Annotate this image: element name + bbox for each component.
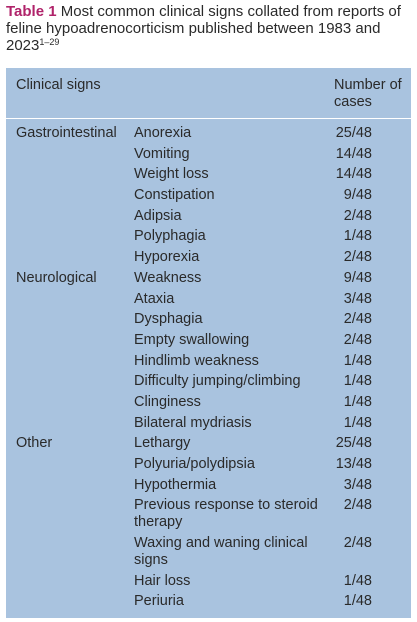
header-number-of-cases: Number of cases bbox=[334, 77, 402, 110]
row-clinical-sign: Constipation bbox=[134, 187, 215, 204]
table-row bbox=[6, 268, 411, 289]
row-clinical-sign: Ataxia bbox=[134, 290, 175, 307]
table-row bbox=[6, 185, 411, 206]
table-row bbox=[6, 247, 411, 268]
row-case-count: 2/48 bbox=[343, 249, 372, 266]
row-clinical-sign: Previous response to steroid therapy bbox=[134, 497, 318, 531]
table-row bbox=[6, 289, 411, 310]
table-row bbox=[6, 413, 411, 434]
table-row bbox=[6, 454, 411, 475]
table-label: Table 1 bbox=[6, 3, 57, 20]
row-clinical-sign: Vomiting bbox=[134, 145, 190, 162]
table-row bbox=[6, 475, 411, 496]
row-clinical-sign: Hyporexia bbox=[134, 249, 200, 266]
table-row bbox=[6, 371, 411, 392]
row-case-count: 2/48 bbox=[343, 311, 372, 328]
row-case-count: 25/48 bbox=[335, 435, 372, 452]
table-row bbox=[6, 144, 411, 165]
row-case-count: 1/48 bbox=[343, 414, 372, 431]
table-row bbox=[6, 591, 411, 612]
row-clinical-sign: Hair loss bbox=[134, 572, 191, 589]
row-case-count: 14/48 bbox=[335, 166, 372, 183]
row-category: Neurological bbox=[16, 269, 97, 286]
caption-references: 1–29 bbox=[39, 37, 60, 47]
table-header bbox=[6, 68, 411, 119]
row-case-count: 3/48 bbox=[343, 290, 372, 307]
row-category: Other bbox=[16, 435, 53, 452]
table-row bbox=[6, 164, 411, 185]
row-clinical-sign: Hindlimb weakness bbox=[134, 352, 259, 369]
clinical-signs-table bbox=[6, 68, 411, 618]
row-clinical-sign: Difficulty jumping/climbing bbox=[134, 373, 301, 390]
row-clinical-sign: Waxing and waning clinical signs bbox=[134, 535, 308, 569]
row-case-count: 25/48 bbox=[335, 125, 372, 141]
table-row bbox=[6, 495, 411, 533]
row-category: Gastrointestinal bbox=[16, 125, 117, 141]
row-clinical-sign: Polyuria/polydipsia bbox=[134, 456, 255, 472]
row-case-count: 1/48 bbox=[343, 352, 372, 369]
table-row bbox=[6, 571, 411, 592]
row-case-count: 2/48 bbox=[343, 497, 372, 514]
table-row bbox=[6, 392, 411, 413]
row-clinical-sign: Weakness bbox=[134, 269, 202, 286]
row-clinical-sign: Polyphagia bbox=[134, 228, 206, 245]
row-case-count: 1/48 bbox=[343, 572, 372, 589]
row-clinical-sign: Adipsia bbox=[134, 207, 182, 224]
table-row bbox=[6, 123, 411, 144]
table-body bbox=[6, 123, 411, 612]
row-clinical-sign: Dysphagia bbox=[134, 311, 203, 328]
table-row bbox=[6, 330, 411, 351]
table-row bbox=[6, 351, 411, 372]
row-case-count: 14/48 bbox=[335, 145, 372, 162]
table-row bbox=[6, 226, 411, 247]
row-clinical-sign: Lethargy bbox=[134, 435, 191, 452]
row-case-count: 1/48 bbox=[343, 228, 372, 245]
row-clinical-sign: Anorexia bbox=[134, 125, 192, 141]
row-case-count: 9/48 bbox=[343, 187, 372, 204]
caption-text: Most common clinical signs collated from reports of feline hypoadrenocorticism published between 1983 and 2023 bbox=[6, 3, 401, 54]
table-caption bbox=[6, 3, 411, 54]
row-case-count: 1/48 bbox=[343, 373, 372, 390]
row-case-count: 1/48 bbox=[343, 393, 372, 410]
row-clinical-sign: Bilateral mydriasis bbox=[134, 414, 252, 431]
table-row bbox=[6, 433, 411, 454]
row-case-count: 2/48 bbox=[343, 331, 372, 348]
row-case-count: 1/48 bbox=[343, 593, 372, 610]
table-row bbox=[6, 533, 411, 571]
header-clinical-signs: Clinical signs bbox=[16, 77, 101, 93]
table-row bbox=[6, 309, 411, 330]
table-row bbox=[6, 206, 411, 227]
row-clinical-sign: Periuria bbox=[134, 593, 184, 610]
row-case-count: 2/48 bbox=[343, 207, 372, 224]
row-clinical-sign: Empty swallowing bbox=[134, 331, 250, 348]
row-case-count: 3/48 bbox=[343, 476, 372, 493]
row-case-count: 13/48 bbox=[335, 456, 372, 472]
row-case-count: 9/48 bbox=[343, 269, 372, 286]
row-clinical-sign: Clinginess bbox=[134, 393, 201, 410]
row-clinical-sign: Hypothermia bbox=[134, 476, 217, 493]
row-clinical-sign: Weight loss bbox=[134, 166, 209, 183]
row-case-count: 2/48 bbox=[343, 535, 372, 552]
